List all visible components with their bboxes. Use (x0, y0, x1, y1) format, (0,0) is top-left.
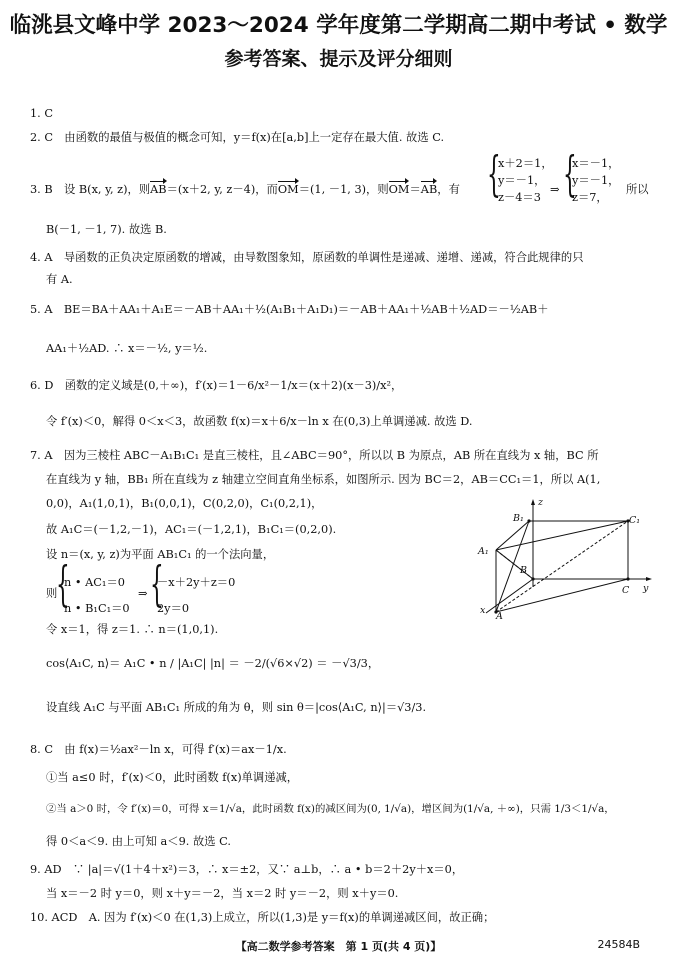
document-code: 24584B (597, 938, 640, 951)
answer-7-line-7: cos⟨A₁C, n⟩＝ A₁C • n / |A₁C| |n| ＝ －2/(√6×√2) ＝ －√3/3， (46, 657, 380, 670)
answer-5-line-1: 5. A BE＝BA＋AA₁＋A₁E＝－AB＋AA₁＋½(A₁B₁＋A₁D₁)＝－AB＋AA₁＋½AB＋½AD＝－½AB＋ (30, 303, 549, 316)
answer-3-line-1: 3. B 设 B(x, y, z)，则AB＝(x＋2, y, z－4)，而OM＝(1, －1, 3)，则OM＝AB，有 (30, 183, 460, 196)
answer-7-line-8: 设直线 A₁C 与平面 AB₁C₁ 所成的角为 θ，则 sin θ＝|cos⟨A₁C, n⟩|＝√3/3. (46, 701, 427, 714)
prism-figure (476, 495, 656, 620)
label-C1: C₁ (629, 515, 641, 526)
label-y: y (643, 583, 649, 594)
answer-3-line-2: B(－1, －1, 7). 故选 B. (46, 223, 167, 236)
answer-7-system-left-brace: { (56, 556, 70, 612)
answer-7-system-left: n • AC₁＝0 n • B₁C₁＝0 (64, 576, 130, 615)
answer-3-system-2-brace: { (563, 146, 577, 202)
answer-3-system-2: x＝－1， y＝－1， z＝7， (572, 157, 620, 204)
answer-10-line-1: 10. ACD A. 因为 f′(x)＜0 在(1,3)上成立，所以(1,3)是 y＝f(x)的单调递减区间，故正确； (30, 911, 495, 924)
answer-7-line-1: 7. A 因为三棱柱 ABC－A₁B₁C₁ 是直三棱柱，且∠ABC＝90°，所以以 B 为原点，AB 所在直线为 x 轴，BC 所 (30, 449, 599, 462)
answer-7-system-right: －x＋2y＋z＝0 2y＝0 (157, 576, 236, 615)
answer-4-line-1: 4. A 导函数的正负决定原函数的增减，由导数图象知，原函数的单调性是递减、递增、递减，符合此规律的只 (30, 251, 584, 264)
answer-3-system-1-brace: { (487, 146, 501, 202)
page-title: 临洮县文峰中学 2023～2024 学年度第二学期高二期中考试 • 数学 (9, 13, 668, 38)
answer-3-suffix: 所以 (626, 183, 649, 196)
label-x: x (480, 605, 486, 616)
answer-7-line-3: 0,0)，A₁(1,0,1)，B₁(0,0,1)，C(0,2,0)，C₁(0,2,1)， (46, 497, 323, 510)
label-C: C (622, 585, 630, 596)
label-A1: A₁ (478, 546, 489, 557)
label-A: A (496, 611, 503, 620)
answer-8-line-4: 得 0＜a＜9. 由上可知 a＜9. 故选 C. (46, 835, 231, 848)
answer-5-line-2: AA₁＋½AD. ∴ x＝－½, y＝½. (46, 342, 208, 355)
answer-4-line-2: 有 A. (46, 273, 73, 286)
page-footer: 【高二数学参考答案 第 1 页(共 4 页)】 (235, 940, 442, 953)
answer-8-line-2: ①当 a≤0 时，f′(x)＜0，此时函数 f(x)单调递减， (46, 771, 299, 784)
page-subtitle: 参考答案、提示及评分细则 (224, 48, 453, 70)
answer-3-system-1: x＋2＝1， y＝－1， z－4＝3 (498, 157, 553, 204)
answer-9-line-2: 当 x＝－2 时 y＝0，则 x＋y＝－2，当 x＝2 时 y＝－2，则 x＋y＝0. (46, 887, 399, 900)
answer-6-line-1: 6. D 函数的定义域是(0,＋∞)，f′(x)＝1－6/x²－1/x＝(x＋2)(x－3)/x²， (30, 379, 403, 392)
answer-1: 1. C (30, 107, 54, 120)
answer-7-then: 则 (46, 587, 58, 600)
answer-7-line-6: 令 x＝1，得 z＝1. ∴ n＝(1,0,1). (46, 623, 219, 636)
answer-7-line-2: 在直线为 y 轴，BB₁ 所在直线为 z 轴建立空间直角坐标系，如图所示. 因为 BC＝2，AB＝CC₁＝1，所以 A(1, (46, 473, 601, 486)
answer-8-line-1: 8. C 由 f(x)＝½ax²－ln x，可得 f′(x)＝ax－1/x. (30, 743, 287, 756)
answer-8-line-3: ②当 a＞0 时，令 f′(x)＝0，可得 x＝1/√a，此时函数 f(x)的减区间为(0, 1/√a)，增区间为(1/√a, ＋∞)，只需 1/3＜1/√a， (46, 803, 615, 815)
label-z: z (538, 497, 544, 508)
answer-7-system-right-brace: { (150, 556, 164, 612)
implies-arrow-2: ⇒ (138, 587, 148, 600)
label-B1: B₁ (513, 513, 524, 524)
answer-6-line-2: 令 f′(x)＜0，解得 0＜x＜3，故函数 f(x)＝x＋6/x－ln x 在(0,3)上单调递减. 故选 D. (46, 415, 473, 428)
answer-7-line-4: 故 A₁C＝(－1,2,－1)，AC₁＝(－1,2,1)，B₁C₁＝(0,2,0). (46, 523, 337, 536)
answer-7-line-5: 设 n＝(x, y, z)为平面 AB₁C₁ 的一个法向量， (46, 548, 275, 561)
answer-9-line-1: 9. AD ∵ |a|＝√(1＋4＋x²)＝3，∴ x＝±2，又∵ a⊥b，∴ a • b＝2＋2y＋x＝0， (30, 863, 464, 876)
label-B: B (520, 565, 527, 576)
answer-2: 2. C 由函数的最值与极值的概念可知，y＝f(x)在[a,b]上一定存在最大值. 故选 C. (30, 131, 445, 144)
implies-arrow: ⇒ (550, 183, 560, 196)
